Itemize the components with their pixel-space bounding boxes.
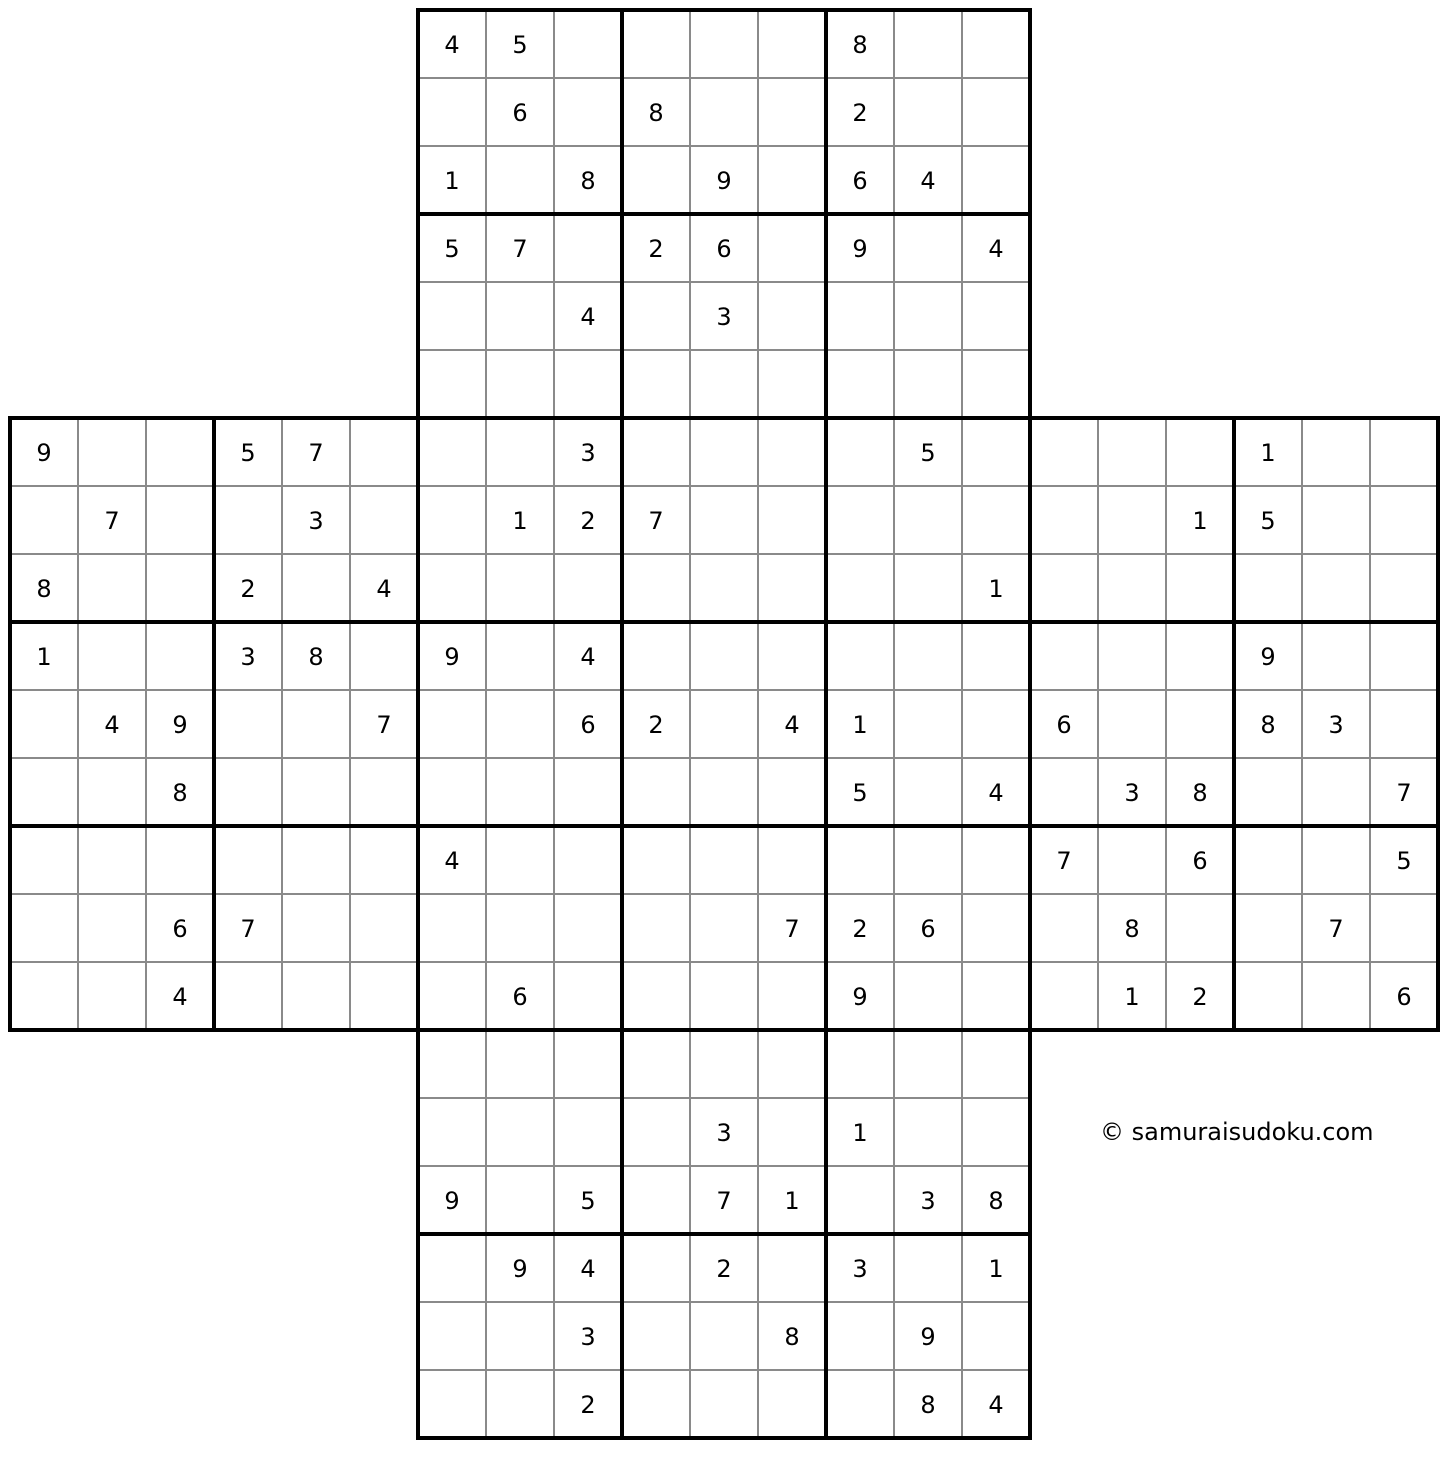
given-digit: 8	[580, 167, 596, 195]
given-digit: 1	[988, 1255, 1004, 1283]
cell-r8-c8[interactable]	[554, 554, 622, 622]
given-digit: 7	[784, 915, 800, 943]
cell-r20-c10[interactable]	[690, 1370, 758, 1438]
cell-r8-c7[interactable]	[486, 554, 554, 622]
given-digit: 2	[716, 1255, 732, 1283]
cell-r6-c1[interactable]	[78, 418, 146, 486]
cell-r10-c3[interactable]	[214, 690, 282, 758]
given-digit: 4	[444, 847, 460, 875]
given-digit: 8	[172, 779, 188, 807]
cell-r14-c5[interactable]	[350, 962, 418, 1030]
cell-r6-c19[interactable]	[1302, 418, 1370, 486]
cell-r12-c11[interactable]	[758, 826, 826, 894]
cell-r16-c9[interactable]	[622, 1098, 690, 1166]
cell-r10-c20[interactable]	[1370, 690, 1438, 758]
given-digit: 4	[172, 983, 188, 1011]
cell-r19-c14[interactable]	[962, 1302, 1030, 1370]
given-digit: 6	[1056, 711, 1072, 739]
cell-r8-c6[interactable]	[418, 554, 486, 622]
given-digit: 3	[580, 439, 596, 467]
cell-r9-c7[interactable]	[486, 622, 554, 690]
cell-r8-c20[interactable]	[1370, 554, 1438, 622]
given-digit: 1	[784, 1187, 800, 1215]
given-digit: 9	[1260, 643, 1276, 671]
cell-r4-c7[interactable]	[486, 282, 554, 350]
given-digit: 7	[1396, 779, 1412, 807]
cell-r16-c14[interactable]	[962, 1098, 1030, 1166]
given-digit: 3	[240, 643, 256, 671]
cell-r8-c10[interactable]	[690, 554, 758, 622]
cell-r11-c10[interactable]	[690, 758, 758, 826]
cell-r6-c20[interactable]	[1370, 418, 1438, 486]
cell-r6-c6[interactable]	[418, 418, 486, 486]
given-digit: 4	[580, 303, 596, 331]
cell-r10-c14[interactable]	[962, 690, 1030, 758]
cell-r6-c2[interactable]	[146, 418, 214, 486]
given-digit: 5	[920, 439, 936, 467]
given-digit: 7	[104, 507, 120, 535]
cell-r10-c4[interactable]	[282, 690, 350, 758]
cell-r4-c11[interactable]	[758, 282, 826, 350]
given-digit: 4	[920, 167, 936, 195]
given-digit: 3	[920, 1187, 936, 1215]
given-digit: 5	[240, 439, 256, 467]
cell-r20-c12[interactable]	[826, 1370, 894, 1438]
cell-r3-c8[interactable]	[554, 214, 622, 282]
given-digit: 3	[308, 507, 324, 535]
cell-r18-c11[interactable]	[758, 1234, 826, 1302]
cell-r5-c13[interactable]	[894, 350, 962, 418]
given-digit: 6	[512, 983, 528, 1011]
given-digit: 5	[852, 779, 868, 807]
cell-r7-c19[interactable]	[1302, 486, 1370, 554]
given-digit: 9	[852, 235, 868, 263]
cell-r1-c8[interactable]	[554, 78, 622, 146]
cell-r19-c6[interactable]	[418, 1302, 486, 1370]
cell-r12-c18[interactable]	[1234, 826, 1302, 894]
cell-r10-c0[interactable]	[10, 690, 78, 758]
cell-r18-c13[interactable]	[894, 1234, 962, 1302]
cell-r3-c11[interactable]	[758, 214, 826, 282]
given-digit: 9	[716, 167, 732, 195]
given-digit: 3	[1328, 711, 1344, 739]
cell-r5-c10[interactable]	[690, 350, 758, 418]
given-digit: 5	[512, 31, 528, 59]
cell-r9-c5[interactable]	[350, 622, 418, 690]
cell-r12-c16[interactable]	[1098, 826, 1166, 894]
given-digit: 1	[988, 575, 1004, 603]
cell-r11-c6[interactable]	[418, 758, 486, 826]
given-digit: 1	[1260, 439, 1276, 467]
cell-r9-c15[interactable]	[1030, 622, 1098, 690]
cell-r1-c10[interactable]	[690, 78, 758, 146]
cell-r13-c4[interactable]	[282, 894, 350, 962]
cell-r7-c5[interactable]	[350, 486, 418, 554]
given-digit: 3	[1124, 779, 1140, 807]
given-digit: 8	[1124, 915, 1140, 943]
cell-r6-c9[interactable]	[622, 418, 690, 486]
given-digit: 3	[716, 303, 732, 331]
cell-r0-c11[interactable]	[758, 10, 826, 78]
given-digit: 8	[784, 1323, 800, 1351]
cell-r6-c12[interactable]	[826, 418, 894, 486]
cell-r14-c8[interactable]	[554, 962, 622, 1030]
cell-r13-c10[interactable]	[690, 894, 758, 962]
cell-r14-c6[interactable]	[418, 962, 486, 1030]
cell-r17-c12[interactable]	[826, 1166, 894, 1234]
given-digit: 8	[988, 1187, 1004, 1215]
cell-r12-c10[interactable]	[690, 826, 758, 894]
given-digit: 9	[444, 1187, 460, 1215]
given-digit: 6	[512, 99, 528, 127]
cell-r18-c9[interactable]	[622, 1234, 690, 1302]
cell-r5-c9[interactable]	[622, 350, 690, 418]
cell-r17-c9[interactable]	[622, 1166, 690, 1234]
cell-r8-c16[interactable]	[1098, 554, 1166, 622]
given-digit: 1	[36, 643, 52, 671]
cell-r20-c6[interactable]	[418, 1370, 486, 1438]
given-digit: 9	[444, 643, 460, 671]
given-digit: 4	[104, 711, 120, 739]
given-digit: 9	[852, 983, 868, 1011]
cell-r14-c18[interactable]	[1234, 962, 1302, 1030]
given-digit: 8	[852, 31, 868, 59]
cell-r7-c10[interactable]	[690, 486, 758, 554]
cell-r8-c15[interactable]	[1030, 554, 1098, 622]
cell-r8-c13[interactable]	[894, 554, 962, 622]
cell-r14-c13[interactable]	[894, 962, 962, 1030]
cell-r14-c19[interactable]	[1302, 962, 1370, 1030]
given-digit: 1	[512, 507, 528, 535]
cell-r16-c7[interactable]	[486, 1098, 554, 1166]
cell-r12-c19[interactable]	[1302, 826, 1370, 894]
cell-r6-c5[interactable]	[350, 418, 418, 486]
cell-r15-c10[interactable]	[690, 1030, 758, 1098]
given-digit: 8	[1192, 779, 1208, 807]
cell-r8-c17[interactable]	[1166, 554, 1234, 622]
copyright-credit: © samuraisudoku.com	[1100, 1118, 1374, 1146]
cell-r7-c3[interactable]	[214, 486, 282, 554]
cell-r14-c14[interactable]	[962, 962, 1030, 1030]
cell-r11-c9[interactable]	[622, 758, 690, 826]
cell-r0-c13[interactable]	[894, 10, 962, 78]
cell-r5-c6[interactable]	[418, 350, 486, 418]
thin-grid-lines	[10, 10, 1438, 1438]
cell-r12-c7[interactable]	[486, 826, 554, 894]
cell-r14-c0[interactable]	[10, 962, 78, 1030]
cell-r13-c1[interactable]	[78, 894, 146, 962]
cell-r15-c8[interactable]	[554, 1030, 622, 1098]
cell-r10-c6[interactable]	[418, 690, 486, 758]
given-digit: 6	[580, 711, 596, 739]
given-digit: 2	[852, 915, 868, 943]
given-digit: 2	[648, 235, 664, 263]
cell-r17-c7[interactable]	[486, 1166, 554, 1234]
cell-r8-c1[interactable]	[78, 554, 146, 622]
cell-r1-c6[interactable]	[418, 78, 486, 146]
cell-r7-c14[interactable]	[962, 486, 1030, 554]
given-digit: 6	[1192, 847, 1208, 875]
cell-r4-c14[interactable]	[962, 282, 1030, 350]
cell-r4-c9[interactable]	[622, 282, 690, 350]
cell-r7-c15[interactable]	[1030, 486, 1098, 554]
cell-r4-c12[interactable]	[826, 282, 894, 350]
cell-r10-c16[interactable]	[1098, 690, 1166, 758]
given-digit: 7	[376, 711, 392, 739]
given-digit: 6	[716, 235, 732, 263]
cell-r9-c16[interactable]	[1098, 622, 1166, 690]
cell-r11-c19[interactable]	[1302, 758, 1370, 826]
cell-r14-c15[interactable]	[1030, 962, 1098, 1030]
cell-r4-c13[interactable]	[894, 282, 962, 350]
cell-r9-c12[interactable]	[826, 622, 894, 690]
cell-r12-c3[interactable]	[214, 826, 282, 894]
cell-r14-c9[interactable]	[622, 962, 690, 1030]
given-digit: 4	[444, 31, 460, 59]
cell-r15-c11[interactable]	[758, 1030, 826, 1098]
given-digit: 5	[1396, 847, 1412, 875]
cell-r12-c1[interactable]	[78, 826, 146, 894]
cell-r8-c12[interactable]	[826, 554, 894, 622]
cell-r12-c12[interactable]	[826, 826, 894, 894]
given-digit: 6	[172, 915, 188, 943]
cell-r7-c2[interactable]	[146, 486, 214, 554]
cell-r8-c2[interactable]	[146, 554, 214, 622]
cell-r1-c14[interactable]	[962, 78, 1030, 146]
cell-r10-c13[interactable]	[894, 690, 962, 758]
given-digit: 7	[1328, 915, 1344, 943]
cell-r12-c0[interactable]	[10, 826, 78, 894]
cell-r15-c13[interactable]	[894, 1030, 962, 1098]
cell-r14-c10[interactable]	[690, 962, 758, 1030]
given-digit: 7	[240, 915, 256, 943]
given-digit: 6	[1396, 983, 1412, 1011]
given-digit: 3	[716, 1119, 732, 1147]
cell-r11-c18[interactable]	[1234, 758, 1302, 826]
cell-r13-c15[interactable]	[1030, 894, 1098, 962]
given-digit: 7	[716, 1187, 732, 1215]
cell-r12-c2[interactable]	[146, 826, 214, 894]
cell-r11-c0[interactable]	[10, 758, 78, 826]
cell-r8-c9[interactable]	[622, 554, 690, 622]
cell-r15-c6[interactable]	[418, 1030, 486, 1098]
cell-r11-c13[interactable]	[894, 758, 962, 826]
given-digit: 1	[852, 711, 868, 739]
cell-r7-c13[interactable]	[894, 486, 962, 554]
given-digit: 9	[36, 439, 52, 467]
cell-r19-c7[interactable]	[486, 1302, 554, 1370]
cell-r14-c1[interactable]	[78, 962, 146, 1030]
cell-r14-c11[interactable]	[758, 962, 826, 1030]
given-digit: 7	[648, 507, 664, 535]
cell-r5-c8[interactable]	[554, 350, 622, 418]
cell-r10-c17[interactable]	[1166, 690, 1234, 758]
cell-r12-c5[interactable]	[350, 826, 418, 894]
given-digit: 4	[376, 575, 392, 603]
given-digit: 5	[580, 1187, 596, 1215]
given-digit: 1	[1192, 507, 1208, 535]
cell-r5-c7[interactable]	[486, 350, 554, 418]
cell-r20-c11[interactable]	[758, 1370, 826, 1438]
cell-r11-c3[interactable]	[214, 758, 282, 826]
cell-r12-c9[interactable]	[622, 826, 690, 894]
cell-r9-c20[interactable]	[1370, 622, 1438, 690]
cell-r10-c10[interactable]	[690, 690, 758, 758]
given-digit: 2	[580, 1391, 596, 1419]
cell-r12-c13[interactable]	[894, 826, 962, 894]
cell-r6-c10[interactable]	[690, 418, 758, 486]
given-digit: 1	[1124, 983, 1140, 1011]
cell-r12-c8[interactable]	[554, 826, 622, 894]
given-digit: 8	[308, 643, 324, 671]
cell-r15-c7[interactable]	[486, 1030, 554, 1098]
cell-r8-c4[interactable]	[282, 554, 350, 622]
given-digit: 5	[1260, 507, 1276, 535]
given-digit: 2	[648, 711, 664, 739]
cell-r9-c9[interactable]	[622, 622, 690, 690]
cell-r2-c7[interactable]	[486, 146, 554, 214]
cell-r7-c6[interactable]	[418, 486, 486, 554]
cell-r5-c14[interactable]	[962, 350, 1030, 418]
cell-r2-c14[interactable]	[962, 146, 1030, 214]
cell-r11-c8[interactable]	[554, 758, 622, 826]
cell-r11-c1[interactable]	[78, 758, 146, 826]
given-digit: 4	[988, 235, 1004, 263]
cell-r8-c18[interactable]	[1234, 554, 1302, 622]
cell-r12-c14[interactable]	[962, 826, 1030, 894]
cell-r13-c7[interactable]	[486, 894, 554, 962]
cell-r13-c6[interactable]	[418, 894, 486, 962]
given-digit: 1	[444, 167, 460, 195]
given-digit: 8	[36, 575, 52, 603]
cell-r14-c4[interactable]	[282, 962, 350, 1030]
cell-r11-c4[interactable]	[282, 758, 350, 826]
cell-r6-c16[interactable]	[1098, 418, 1166, 486]
cell-r11-c5[interactable]	[350, 758, 418, 826]
cell-r13-c14[interactable]	[962, 894, 1030, 962]
cell-r9-c10[interactable]	[690, 622, 758, 690]
cell-r9-c11[interactable]	[758, 622, 826, 690]
cell-r16-c11[interactable]	[758, 1098, 826, 1166]
cell-r6-c15[interactable]	[1030, 418, 1098, 486]
cell-r0-c8[interactable]	[554, 10, 622, 78]
cell-r9-c2[interactable]	[146, 622, 214, 690]
given-digit: 1	[852, 1119, 868, 1147]
cell-r13-c17[interactable]	[1166, 894, 1234, 962]
cell-r9-c17[interactable]	[1166, 622, 1234, 690]
given-digit: 8	[648, 99, 664, 127]
given-digit: 6	[920, 915, 936, 943]
given-digit: 3	[580, 1323, 596, 1351]
cell-r7-c12[interactable]	[826, 486, 894, 554]
given-digit: 4	[580, 1255, 596, 1283]
given-digit: 8	[1260, 711, 1276, 739]
cell-r6-c7[interactable]	[486, 418, 554, 486]
given-digit: 7	[512, 235, 528, 263]
cell-r1-c13[interactable]	[894, 78, 962, 146]
given-digit: 6	[852, 167, 868, 195]
given-digit: 7	[1056, 847, 1072, 875]
cell-r20-c9[interactable]	[622, 1370, 690, 1438]
cell-r10-c7[interactable]	[486, 690, 554, 758]
cell-r3-c13[interactable]	[894, 214, 962, 282]
cell-r4-c6[interactable]	[418, 282, 486, 350]
given-digit: 2	[1192, 983, 1208, 1011]
cell-r6-c14[interactable]	[962, 418, 1030, 486]
cell-r13-c8[interactable]	[554, 894, 622, 962]
cell-r8-c19[interactable]	[1302, 554, 1370, 622]
cell-r9-c1[interactable]	[78, 622, 146, 690]
cell-r14-c3[interactable]	[214, 962, 282, 1030]
cell-r11-c11[interactable]	[758, 758, 826, 826]
given-digit: 4	[580, 643, 596, 671]
cell-r7-c11[interactable]	[758, 486, 826, 554]
given-digit: 4	[988, 779, 1004, 807]
cell-r13-c9[interactable]	[622, 894, 690, 962]
cell-r8-c11[interactable]	[758, 554, 826, 622]
cell-r1-c11[interactable]	[758, 78, 826, 146]
cell-r7-c20[interactable]	[1370, 486, 1438, 554]
given-digit: 4	[988, 1391, 1004, 1419]
cell-r9-c19[interactable]	[1302, 622, 1370, 690]
given-digit: 2	[852, 99, 868, 127]
cell-r11-c15[interactable]	[1030, 758, 1098, 826]
given-digit: 9	[920, 1323, 936, 1351]
given-digit: 3	[852, 1255, 868, 1283]
cell-r15-c12[interactable]	[826, 1030, 894, 1098]
cell-r20-c7[interactable]	[486, 1370, 554, 1438]
cell-r13-c20[interactable]	[1370, 894, 1438, 962]
cell-r15-c9[interactable]	[622, 1030, 690, 1098]
cell-r15-c14[interactable]	[962, 1030, 1030, 1098]
cell-r13-c5[interactable]	[350, 894, 418, 962]
cell-r19-c9[interactable]	[622, 1302, 690, 1370]
given-digit: 9	[512, 1255, 528, 1283]
given-digit: 2	[580, 507, 596, 535]
given-digit: 9	[172, 711, 188, 739]
cell-r13-c18[interactable]	[1234, 894, 1302, 962]
cell-r19-c10[interactable]	[690, 1302, 758, 1370]
cell-r16-c6[interactable]	[418, 1098, 486, 1166]
given-digit: 4	[784, 711, 800, 739]
cell-r5-c12[interactable]	[826, 350, 894, 418]
cell-r0-c14[interactable]	[962, 10, 1030, 78]
cell-r6-c17[interactable]	[1166, 418, 1234, 486]
cell-r19-c12[interactable]	[826, 1302, 894, 1370]
given-digit: 8	[920, 1391, 936, 1419]
given-digit: 7	[308, 439, 324, 467]
cell-r2-c11[interactable]	[758, 146, 826, 214]
cell-r16-c8[interactable]	[554, 1098, 622, 1166]
cell-r12-c4[interactable]	[282, 826, 350, 894]
cell-r2-c9[interactable]	[622, 146, 690, 214]
cell-r7-c16[interactable]	[1098, 486, 1166, 554]
cell-r9-c14[interactable]	[962, 622, 1030, 690]
cell-r0-c9[interactable]	[622, 10, 690, 78]
cell-r0-c10[interactable]	[690, 10, 758, 78]
cell-r16-c13[interactable]	[894, 1098, 962, 1166]
cell-r5-c11[interactable]	[758, 350, 826, 418]
given-digit: 5	[444, 235, 460, 263]
cell-r18-c6[interactable]	[418, 1234, 486, 1302]
cell-r6-c11[interactable]	[758, 418, 826, 486]
cell-r11-c7[interactable]	[486, 758, 554, 826]
given-digit: 2	[240, 575, 256, 603]
cell-r7-c0[interactable]	[10, 486, 78, 554]
cell-r9-c13[interactable]	[894, 622, 962, 690]
cell-r13-c0[interactable]	[10, 894, 78, 962]
